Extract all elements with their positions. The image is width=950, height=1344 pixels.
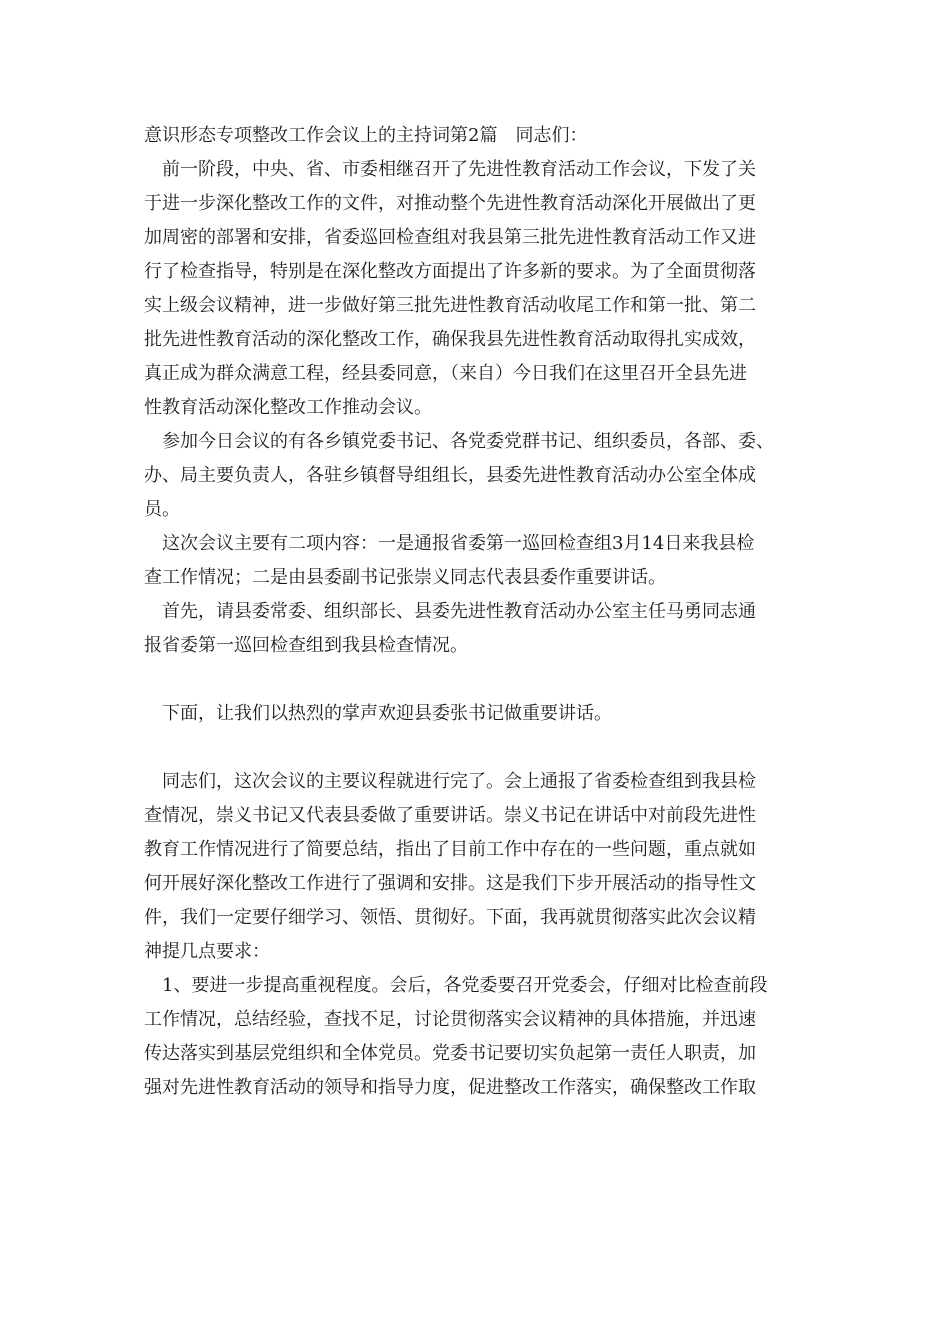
text-line: 同志们，这次会议的主要议程就进行完了。会上通报了省委检查组到我县检 [144,771,756,792]
text-line: 批先进性教育活动的深化整改工作，确保我县先进性教育活动取得扎实成效， [144,329,756,350]
text-line: 何开展好深化整改工作进行了强调和安排。这是我们下步开展活动的指导性文 [144,873,756,894]
text-line: 这次会议主要有二项内容：一是通报省委第一巡回检查组3月14日来我县检 [144,533,755,554]
text-line: 加周密的部署和安排，省委巡回检查组对我县第三批先进性教育活动工作又进 [144,227,756,248]
document-title-line [144,119,814,153]
text-line: 查工作情况；二是由县委副书记张崇义同志代表县委作重要讲话。 [144,567,666,588]
text-line: 首先，请县委常委、组织部长、县委先进性教育活动办公室主任马勇同志通 [144,601,756,622]
document-body [144,119,814,1105]
text-line: 教育工作情况进行了简要总结，指出了目前工作中存在的一些问题，重点就如 [144,839,756,860]
text-line: 实上级会议精神，进一步做好第三批先进性教育活动收尾工作和第一批、第二 [144,295,756,316]
text-line: 工作情况，总结经验，查找不足，讨论贯彻落实会议精神的具体措施，并迅速 [144,1009,756,1030]
document-title: 意识形态专项整改工作会议上的主持词第2篇 [144,125,498,146]
text-line: 参加今日会议的有各乡镇党委书记、各党委党群书记、组织委员，各部、委、 [144,431,774,452]
text-line: 件，我们一定要仔细学习、领悟、贯彻好。下面，我再就贯彻落实此次会议精 [144,907,756,928]
text-line: 传达落实到基层党组织和全体党员。党委书记要切实负起第一责任人职责，加 [144,1043,756,1064]
text-line: 神提几点要求： [144,941,270,962]
text-line: 前一阶段，中央、省、市委相继召开了先进性教育活动工作会议，下发了关 [144,159,756,180]
text-line: 于进一步深化整改工作的文件，对推动整个先进性教育活动深化开展做出了更 [144,193,756,214]
text-line: 性教育活动深化整改工作推动会议。 [144,397,432,418]
text-line: 强对先进性教育活动的领导和指导力度，促进整改工作落实，确保整改工作取 [144,1077,756,1098]
text-line: 员。 [144,499,180,520]
text-line: 办、局主要负责人，各驻乡镇督导组组长，县委先进性教育活动办公室全体成 [144,465,756,486]
text-line: 查情况，崇义书记又代表县委做了重要讲话。崇义书记在讲话中对前段先进性 [144,805,756,826]
text-line: 报省委第一巡回检查组到我县检查情况。 [144,635,468,656]
text-line: 行了检查指导，特别是在深化整改方面提出了许多新的要求。为了全面贯彻落 [144,261,756,282]
text-line: 真正成为群众满意工程，经县委同意，（来自）今日我们在这里召开全县先进 [144,363,747,384]
greeting: 同志们： [515,125,588,146]
text-line: 下面，让我们以热烈的掌声欢迎县委张书记做重要讲话。 [144,703,612,724]
text-line: 1、要进一步提高重视程度。会后，各党委要召开党委会，仔细对比检查前段 [144,975,768,996]
blank-line [144,731,814,765]
blank-line [144,663,814,697]
